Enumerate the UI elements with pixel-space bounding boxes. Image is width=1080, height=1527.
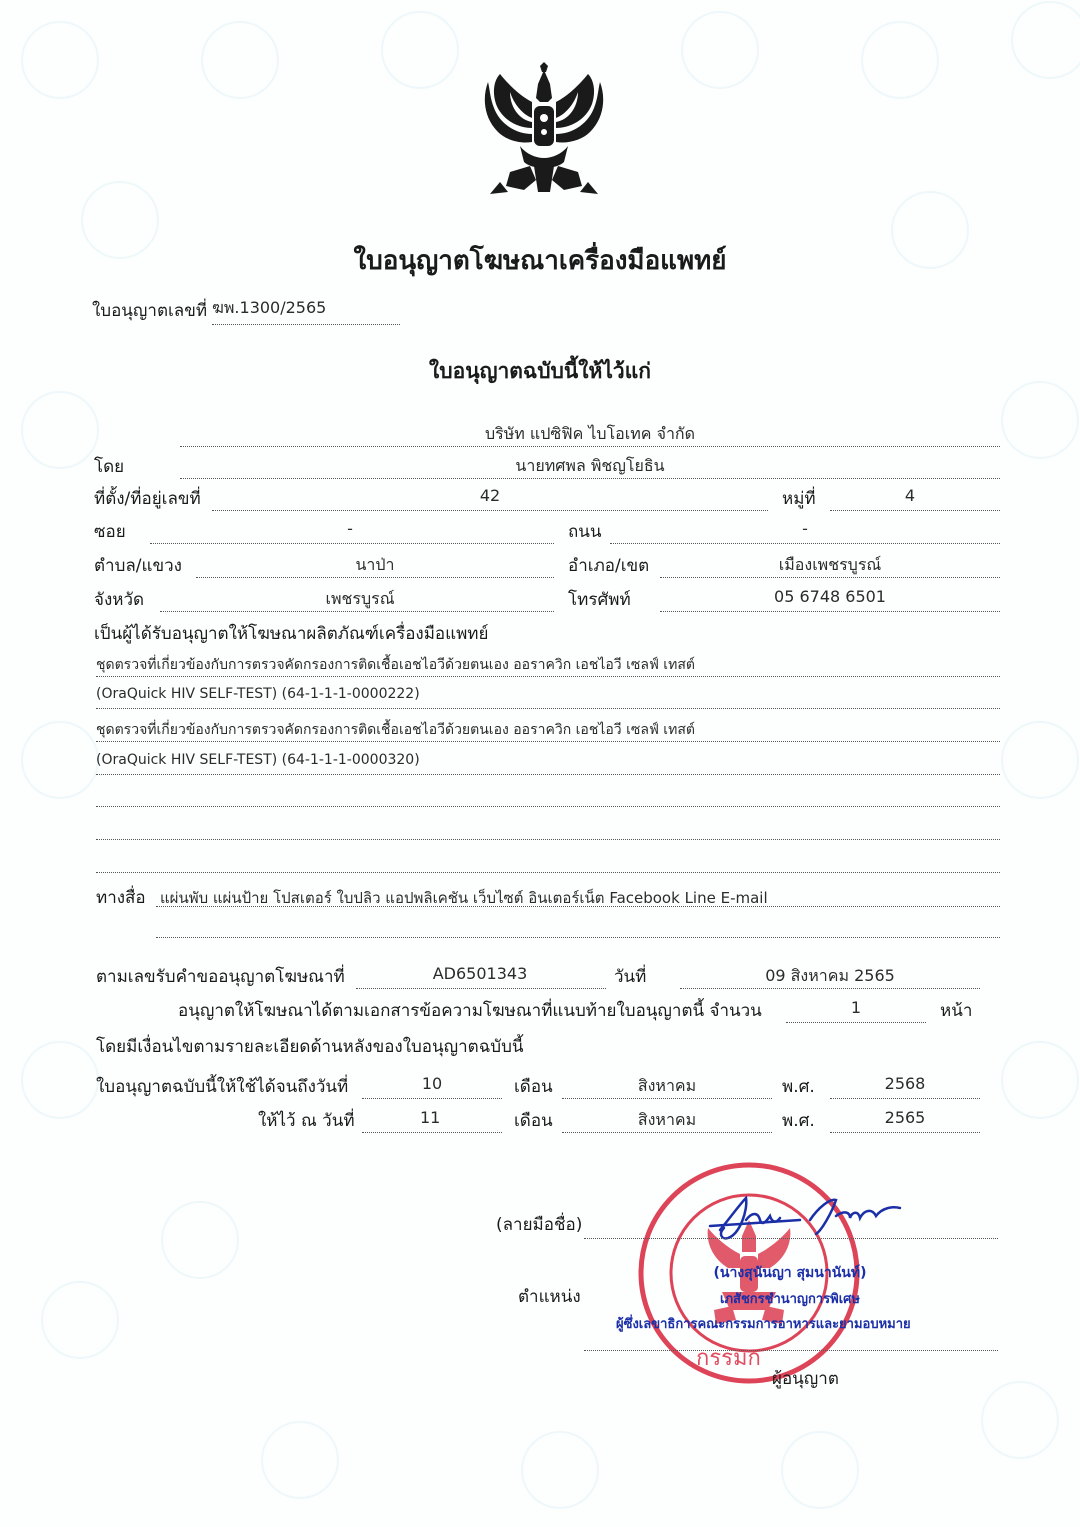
licensor-label: ผู้อนุญาต — [772, 1369, 839, 1389]
phone-value: 05 6748 6501 — [774, 587, 886, 606]
amphoe-label: อำเภอ/เขต — [568, 556, 650, 576]
request-number-value: AD6501343 — [432, 964, 528, 983]
signatory-title: เภสัชกรชำนาญการพิเศษ — [720, 1292, 860, 1307]
handwritten-signature — [700, 1190, 910, 1250]
company-line — [180, 446, 1000, 447]
issued-year: 2565 — [884, 1108, 926, 1127]
valid-until-month-label: เดือน — [514, 1077, 553, 1097]
request-number-line — [356, 988, 606, 989]
granted-to-heading: ใบอนุญาตฉบับนี้ให้ไว้แก่ — [429, 359, 651, 383]
licensee-statement: เป็นผู้ได้รับอนุญาตให้โฆษณาผลิตภัณฑ์เครื่องมือแพทย์ — [94, 624, 489, 644]
valid-until-month: สิงหาคม — [637, 1076, 697, 1095]
request-date-value: 09 สิงหาคม 2565 — [765, 966, 895, 985]
signatory-name: (นางสุนันญา สุมนานันท์) — [713, 1265, 867, 1281]
license-number-line — [212, 324, 400, 325]
moo-label: หมู่ที่ — [782, 489, 816, 509]
by-label: โดย — [94, 457, 125, 477]
media-line-2 — [156, 937, 1000, 938]
position-label: ตำแหน่ง — [518, 1287, 581, 1307]
media-label: ทางสื่อ — [96, 888, 146, 908]
house-no-label: ที่ตั้ง/ที่อยู่เลขที่ — [94, 489, 201, 509]
moo-line — [830, 510, 1000, 511]
document-title: ใบอนุญาตโฆษณาเครื่องมือแพทย์ — [353, 246, 727, 276]
province-line — [160, 611, 554, 612]
road-line — [610, 543, 1000, 544]
product-2-code-line — [96, 774, 1000, 775]
pages-unit: หน้า — [940, 1001, 973, 1021]
signature-label: (ลายมือชื่อ) — [496, 1215, 583, 1235]
issued-label: ให้ไว้ ณ วันที่ — [258, 1111, 355, 1131]
tambon-line — [196, 577, 554, 578]
product-1-code-line — [96, 708, 1000, 709]
issued-year-line — [830, 1132, 980, 1133]
product-1-code: (OraQuick HIV SELF-TEST) (64-1-1-1-0000222) — [96, 686, 420, 702]
issued-month-label: เดือน — [514, 1111, 553, 1131]
tambon-value: นาป่า — [355, 555, 395, 574]
soi-label: ซอย — [94, 522, 126, 542]
signature-line — [584, 1238, 998, 1239]
request-number-label: ตามเลขรับคำขออนุญาตโฆษณาที่ — [96, 967, 345, 987]
road-value: - — [802, 519, 808, 538]
amphoe-line — [660, 577, 1000, 578]
conditions-text: โดยมีเงื่อนไขตามรายละเอียดด้านหลังของใบอนุญาตฉบับนี้ — [96, 1037, 524, 1057]
valid-until-month-line — [562, 1098, 772, 1099]
issued-month-line — [562, 1132, 772, 1133]
valid-until-year-label: พ.ศ. — [782, 1077, 815, 1097]
valid-until-year: 2568 — [884, 1074, 926, 1093]
valid-until-day: 10 — [421, 1074, 443, 1093]
soi-value: - — [347, 519, 353, 538]
representative-name: นายทศพล พิชญโยธิน — [515, 456, 665, 475]
moo-value: 4 — [904, 486, 916, 505]
phone-line — [660, 611, 1000, 612]
issued-month: สิงหาคม — [637, 1110, 697, 1129]
product-2-name: ชุดตรวจที่เกี่ยวข้องกับการตรวจคัดกรองการติดเชื้อเอชไอวีด้วยตนเอง ออราควิก เอชไอวี เซลฟ์ เทสต์ — [96, 722, 695, 738]
issued-year-label: พ.ศ. — [782, 1111, 815, 1131]
svg-text:กรรมก: กรรมก — [696, 1346, 761, 1371]
issued-day: 11 — [420, 1108, 441, 1127]
position-line — [584, 1350, 998, 1351]
request-date-line — [680, 988, 980, 989]
product-2-code: (OraQuick HIV SELF-TEST) (64-1-1-1-0000320) — [96, 752, 420, 768]
house-no-line — [212, 510, 768, 511]
company-name: บริษัท แปซิฟิค ไบโอเทค จำกัด — [484, 424, 696, 443]
blank-line — [96, 839, 1000, 840]
product-1-line — [96, 676, 1000, 677]
media-value: แผ่นพับ แผ่นป้าย โปสเตอร์ ใบปลิว แอปพลิเคชัน เว็บไซต์ อินเตอร์เน็ต Facebook Line E-mail — [160, 889, 768, 907]
blank-line — [96, 806, 1000, 807]
pages-label: อนุญาตให้โฆษณาได้ตามเอกสารข้อความโฆษณาที่แนบท้ายใบอนุญาตนี้ จำนวน — [178, 1001, 762, 1021]
tambon-label: ตำบล/แขวง — [94, 556, 182, 576]
media-line — [156, 906, 1000, 907]
amphoe-value: เมืองเพชรบูรณ์ — [778, 555, 882, 574]
blank-line — [96, 872, 1000, 873]
valid-until-year-line — [830, 1098, 980, 1099]
pages-value: 1 — [850, 998, 862, 1017]
road-label: ถนน — [568, 522, 602, 542]
issued-day-line — [362, 1132, 502, 1133]
province-value: เพชรบูรณ์ — [325, 589, 395, 608]
request-date-label: วันที่ — [614, 967, 647, 987]
product-2-line — [96, 741, 1000, 742]
license-number-value: ฆพ.1300/2565 — [212, 298, 327, 317]
by-line — [180, 478, 1000, 479]
soi-line — [150, 543, 554, 544]
signatory-authority: ผู้ซึ่งเลขาธิการคณะกรรมการอาหารและยามอบหมาย — [616, 1317, 911, 1332]
product-1-name: ชุดตรวจที่เกี่ยวข้องกับการตรวจคัดกรองการติดเชื้อเอชไอวีด้วยตนเอง ออราควิก เอชไอวี เซลฟ์ เทสต์ — [96, 657, 695, 673]
license-number-label: ใบอนุญาตเลขที่ — [92, 301, 208, 321]
garuda-emblem-icon — [480, 62, 608, 202]
province-label: จังหวัด — [94, 590, 145, 610]
valid-until-day-line — [362, 1098, 502, 1099]
phone-label: โทรศัพท์ — [568, 590, 631, 610]
pages-line — [786, 1022, 926, 1023]
house-no-value: 42 — [479, 486, 501, 505]
valid-until-label: ใบอนุญาตฉบับนี้ให้ใช้ได้จนถึงวันที่ — [96, 1077, 349, 1097]
